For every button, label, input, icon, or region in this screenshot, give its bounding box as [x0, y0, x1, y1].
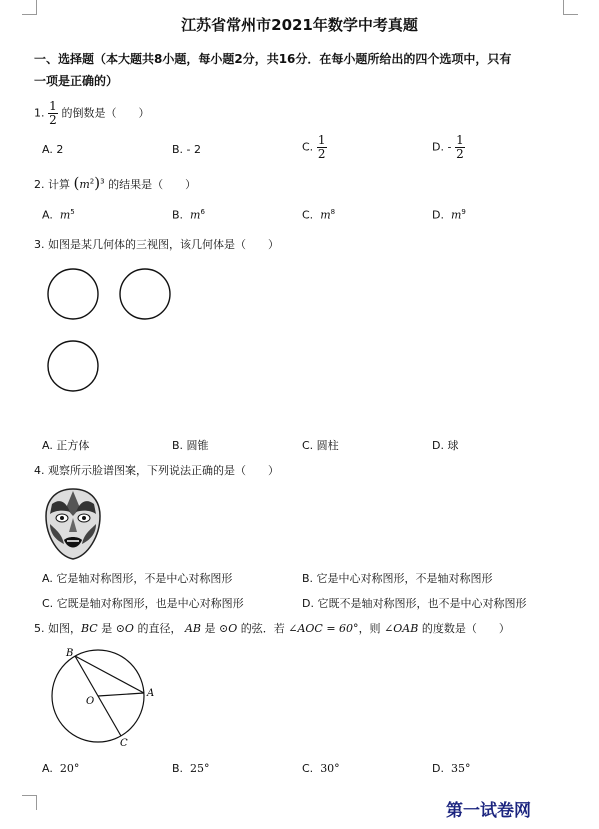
- exponent: 3: [100, 177, 105, 186]
- question-text: 的倒数是（ ）: [61, 106, 150, 120]
- q1-option-b[interactable]: [172, 143, 201, 156]
- q1-option-a[interactable]: A. 2: [42, 143, 64, 156]
- q5-option-a[interactable]: [42, 762, 79, 775]
- q4-option-c[interactable]: C. 它既是轴对称图形，也是中心对称图形: [42, 597, 244, 610]
- variable: m: [190, 208, 201, 222]
- option-letter: C.: [302, 762, 314, 775]
- q2-option-d[interactable]: [432, 208, 466, 222]
- q3-option-a[interactable]: A. 正方体: [42, 439, 90, 452]
- option-letter: D.: [432, 208, 444, 222]
- option-value: 20°: [59, 762, 80, 775]
- fraction-denominator: 2: [317, 147, 326, 161]
- q3-option-d[interactable]: D. 球: [432, 439, 459, 452]
- opera-mask-image: [42, 486, 104, 562]
- option-letter: B.: [172, 143, 184, 156]
- option-value: 35°: [450, 762, 471, 775]
- q3-option-b[interactable]: B. 圆锥: [172, 439, 209, 452]
- fraction: [317, 134, 327, 161]
- crop-mark-top-right: [563, 0, 578, 15]
- option-letter: A.: [42, 208, 53, 222]
- exponent: 2: [89, 177, 95, 186]
- label-a: A: [147, 688, 155, 699]
- q3-option-c[interactable]: C. 圆柱: [302, 439, 339, 452]
- q5-option-b[interactable]: [172, 762, 210, 775]
- fraction: [455, 134, 465, 161]
- variable: m: [320, 208, 331, 222]
- option-letter: D.: [432, 762, 444, 775]
- question-4-stem: 4. 观察所示脸谱图案，下列说法正确的是（ ）: [34, 464, 279, 477]
- top-view-circle: [48, 341, 98, 391]
- q5-option-c[interactable]: [302, 762, 340, 775]
- radius-oa: [98, 693, 144, 696]
- option-letter: A.: [42, 762, 53, 775]
- front-view-circle: [48, 269, 98, 319]
- option-letter: C.: [302, 208, 314, 222]
- variable: m: [450, 208, 462, 222]
- open-paren: (: [73, 174, 80, 192]
- section-heading-line1: 一、选择题（本大题共8小题，每小题2分，共16分．在每小题所给出的四个选项中，只有: [34, 52, 512, 66]
- exponent: 8: [330, 208, 336, 216]
- question-1-stem: [34, 100, 150, 127]
- fraction-denominator: 2: [49, 113, 57, 127]
- question-text: ，则: [358, 622, 385, 635]
- close-paren: ): [94, 174, 101, 192]
- question-text: 5. 如图，: [34, 622, 81, 635]
- q2-option-b[interactable]: [172, 208, 205, 222]
- question-text: 的直径，: [133, 622, 185, 635]
- side-view-circle: [120, 269, 170, 319]
- angle-label: ∠OAB: [384, 622, 419, 635]
- exponent: 5: [70, 208, 75, 216]
- segment-label: BC: [81, 622, 98, 635]
- circle-label: ⊙O: [219, 622, 238, 635]
- minus-sign: -: [447, 140, 452, 154]
- fraction-numerator: 1: [317, 133, 326, 147]
- label-o: O: [86, 696, 95, 707]
- q1-option-d[interactable]: [432, 134, 465, 161]
- fraction-denominator: 2: [456, 147, 464, 161]
- fraction-numerator: 1: [456, 133, 464, 147]
- question-text: 是: [97, 622, 116, 635]
- option-value: 30°: [320, 762, 340, 775]
- question-text: 的度数是（ ）: [418, 622, 510, 635]
- section-heading: [34, 48, 574, 92]
- option-letter: D.: [432, 140, 444, 154]
- question-number: 1.: [34, 106, 45, 120]
- label-b: B: [66, 648, 74, 659]
- exponent: 6: [200, 208, 205, 216]
- q1-option-c[interactable]: [302, 134, 327, 161]
- fraction: [48, 100, 58, 127]
- variable: m: [79, 178, 90, 191]
- q5-option-d[interactable]: [432, 762, 470, 775]
- page-title: 江苏省常州市2021年数学中考真题: [181, 16, 418, 34]
- three-view-figure: [40, 262, 180, 398]
- crop-mark-top-left: [22, 0, 37, 15]
- question-text: 的结果是（ ）: [108, 178, 197, 191]
- section-heading-line2: 一项是正确的）: [34, 74, 119, 88]
- question-text: 是: [201, 622, 219, 635]
- option-letter: C.: [302, 140, 314, 154]
- q4-option-d[interactable]: D. 它既不是轴对称图形，也不是中心对称图形: [302, 597, 527, 610]
- angle-label: ∠AOC = 60°: [288, 622, 359, 635]
- option-value: - 2: [186, 143, 202, 156]
- question-text: 的弦．若: [237, 622, 289, 635]
- q4-option-b[interactable]: B. 它是中心对称图形，不是轴对称图形: [302, 572, 493, 585]
- circle-label: ⊙O: [115, 622, 134, 635]
- question-5-stem: [34, 620, 510, 636]
- segment-label: AB: [184, 622, 201, 635]
- q4-option-a[interactable]: A. 它是轴对称图形，不是中心对称图形: [42, 572, 233, 585]
- site-watermark: 第一试卷网: [446, 801, 531, 821]
- label-c: C: [120, 738, 128, 748]
- question-3-stem: 3. 如图是某几何体的三视图，该几何体是（ ）: [34, 238, 279, 251]
- variable: m: [59, 208, 71, 222]
- crop-mark-bottom-left: [22, 795, 37, 810]
- fraction-numerator: 1: [49, 99, 57, 113]
- exponent: 9: [461, 208, 466, 216]
- q2-option-c[interactable]: [302, 208, 335, 222]
- option-letter: B.: [172, 762, 184, 775]
- option-letter: B.: [172, 208, 184, 222]
- option-value: 25°: [190, 762, 210, 775]
- q2-option-a[interactable]: [42, 208, 75, 222]
- circle-geometry-figure: [44, 644, 164, 748]
- question-2-stem: [34, 174, 196, 192]
- question-text: 2. 计算: [34, 178, 70, 191]
